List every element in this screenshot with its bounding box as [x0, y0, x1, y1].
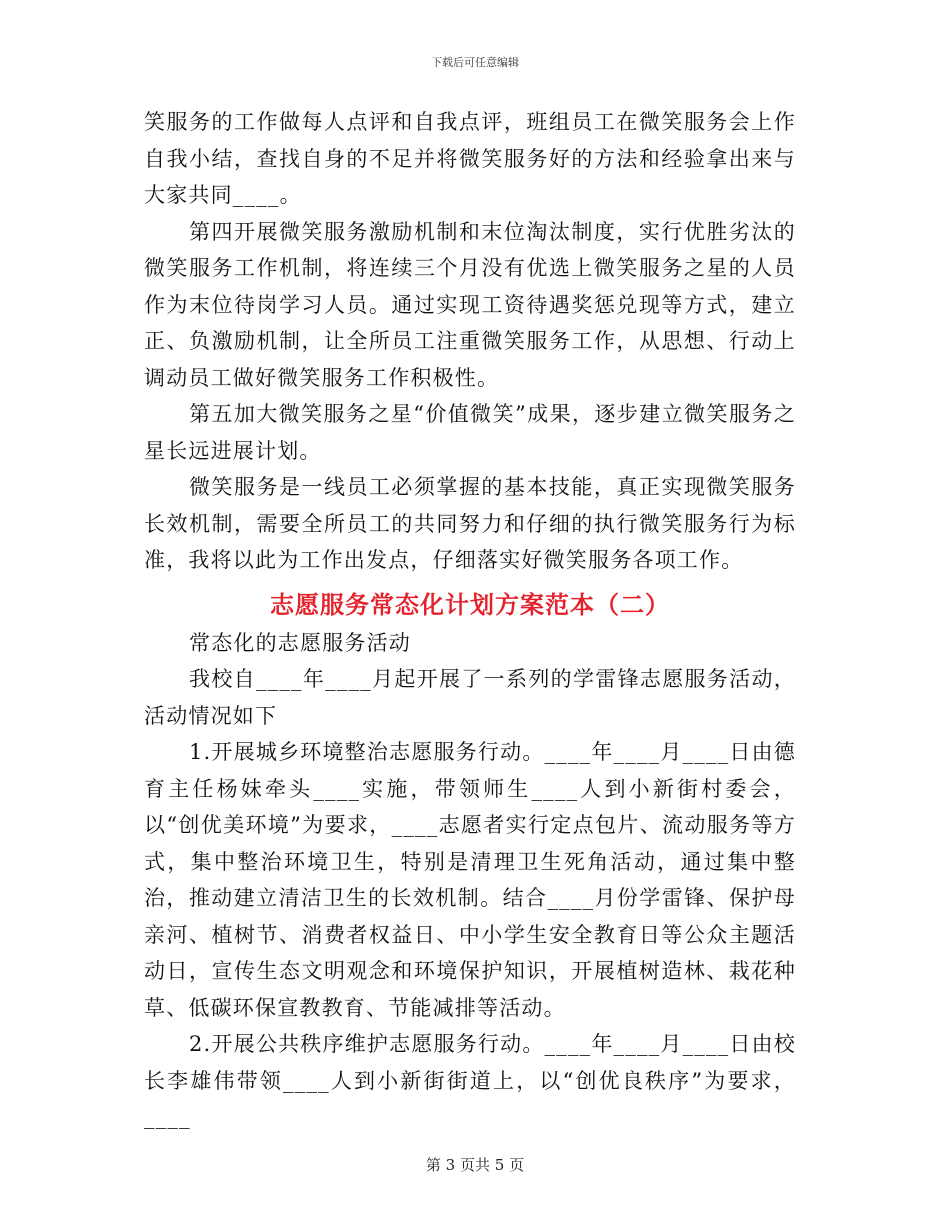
paragraph-fifth-measure: 第五加大微笑服务之星“价值微笑”成果，逐步建立微笑服务之星长远进展计划。	[144, 402, 796, 463]
section-heading: 志愿服务常态化计划方案范本（二）	[270, 590, 670, 619]
document-body	[144, 104, 796, 1136]
paragraph-subtitle: 常态化的志愿服务活动	[189, 630, 411, 655]
paragraph-intro: 我校自____年____月起开展了一系列的学雷锋志愿服务活动，活动情况如下	[144, 667, 796, 728]
paragraph-fourth-measure: 第四开展微笑服务激励机制和末位淘汰制度，实行优胜劣汰的微笑服务工作机制，将连续三个月没有优选上微笑服务之星的人员作为末位待岗学习人员。通过实现工资待遇奖惩兑现等方式，建立正、负激励机制，让全所员工注重微笑服务工作，从思想、行动上调动员工做好微笑服务工作积极性。	[144, 219, 796, 390]
page-header-note: 下载后可任意编辑	[431, 56, 519, 69]
paragraph-conclusion: 微笑服务是一线员工必须掌握的基本技能，真正实现微笑服务长效机制，需要全所员工的共同努力和仔细的执行微笑服务行为标准，我将以此为工作出发点，仔细落实好微笑服务各项工作。	[144, 475, 796, 572]
paragraph-item-2: 2.开展公共秩序维护志愿服务行动。____年____月____日由校长李雄伟带领____人到小新街街道上，以“创优良秩序”为要求，____	[144, 1032, 796, 1129]
paragraph-item-1: 1.开展城乡环境整治志愿服务行动。____年____月____日由德育主任杨妹牵头____实施，带领师生____人到小新街村委会，以“创优美环境”为要求，____志愿者实行定点包片、流动服务等方式，集中整治环境卫生，特别是清理卫生死角活动，通过集中整治，推动建立清洁卫生的长效机制。结合____月份学雷锋、保护母亲河、植树节、消费者权益日、中小学生安全教育日等公众主题活动日，宣传生态文明观念和环境保护知识，开展植树造林、栽花种草、低碳环保宣教教育、节能减排等活动。	[144, 740, 796, 1020]
page-number: 第 3 页共 5 页	[425, 1156, 525, 1174]
paragraph-continuation: 笑服务的工作做每人点评和自我点评，班组员工在微笑服务会上作自我小结，查找自身的不足并将微笑服务好的方法和经验拿出来与大家共同____。	[144, 110, 796, 207]
